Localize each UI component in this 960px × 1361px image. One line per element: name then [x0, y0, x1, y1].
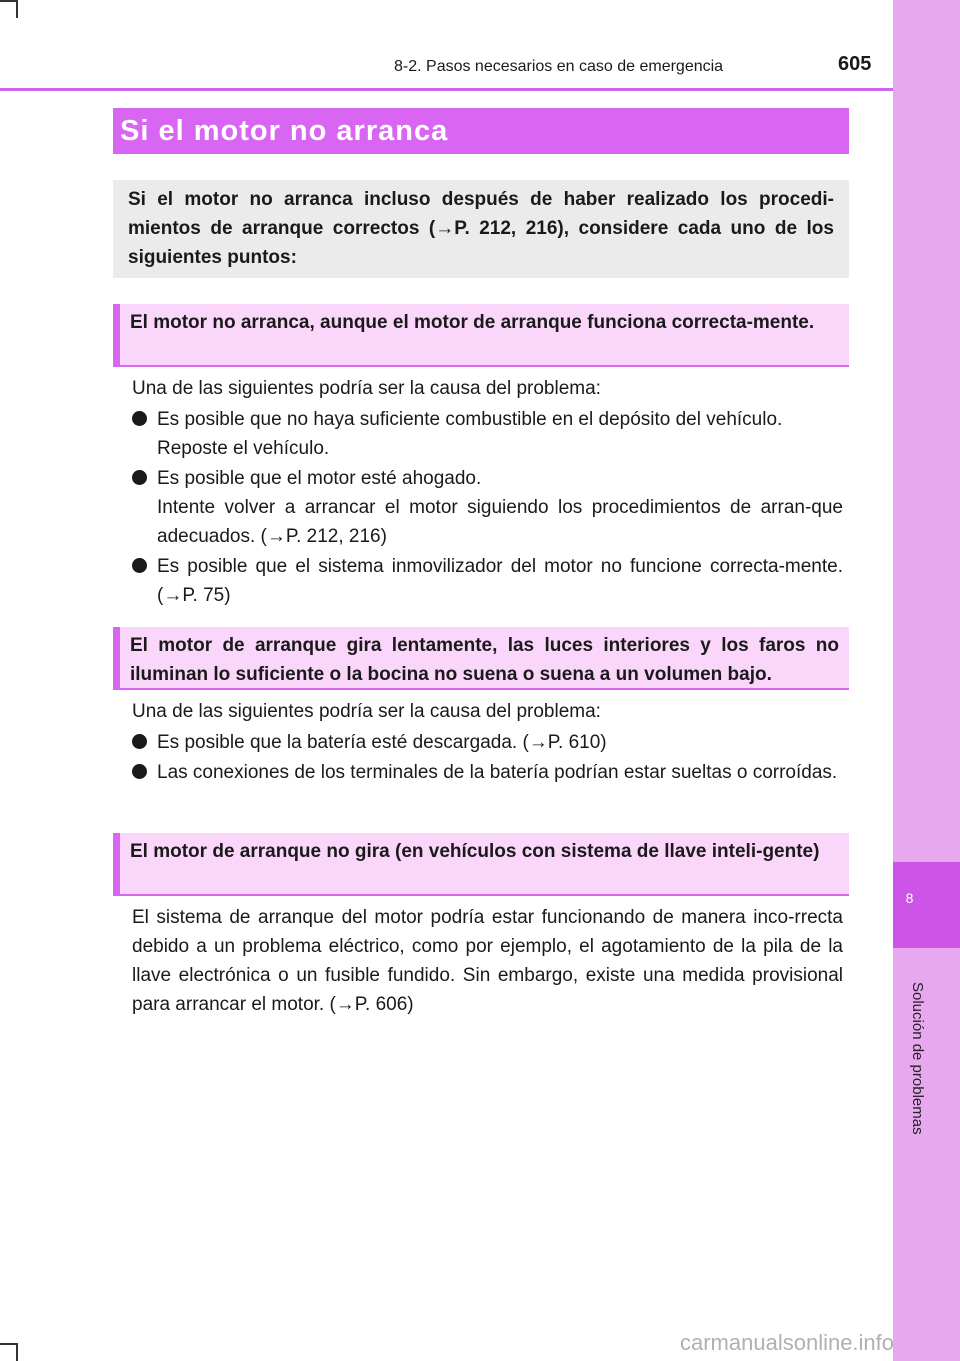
bullet-text-line2: Reposte el vehículo.: [157, 438, 330, 459]
section-3-body: El sistema de arranque del motor podría estar funcionando de manera inco-rrecta debido a un problema eléctrico, como por ejemplo, el agotamiento de la pila de la llave electrónica o un fusible fundido. Sin embargo, existe una medida provisional para arrancar el motor. (→P. 606): [132, 907, 843, 1015]
crop-mark: [16, 1343, 18, 1361]
section-1-lead: Una de las siguientes podría ser la causa del problema:: [132, 378, 601, 399]
bullet-icon: [132, 558, 147, 573]
section-heading-3: El motor de arranque no gira (en vehículos con sistema de llave inteli-gente): [113, 833, 849, 896]
bullet-icon: [132, 411, 147, 426]
watermark: carmanualsonline.info: [680, 1330, 895, 1355]
bullet-text: Las conexiones de los terminales de la batería podrían estar sueltas o corroídas.: [157, 762, 838, 783]
section-heading-2: El motor de arranque gira lentamente, las luces interiores y los faros no iluminan lo suficiente o la bocina no suena o suena a un volumen bajo.: [113, 627, 849, 690]
chapter-side-tab: [893, 0, 960, 1361]
bullet-icon: [132, 470, 147, 485]
running-head: 8-2. Pasos necesarios en caso de emergencia: [394, 58, 724, 75]
bullet-text-line2: Intente volver a arrancar el motor siguiendo los procedimientos de arran-que adecuados. (→P. 212, 216): [157, 497, 843, 547]
list-item: [132, 728, 843, 757]
page-number: 605: [838, 53, 872, 75]
list-item: [132, 552, 843, 610]
list-item: [132, 758, 843, 787]
page-title: Si el motor no arranca: [113, 108, 849, 154]
bullet-text: Es posible que no haya suficiente combustible en el depósito del vehículo.: [157, 409, 783, 430]
list-item: [132, 464, 843, 551]
bullet-icon: [132, 764, 147, 779]
section-heading-1: El motor no arranca, aunque el motor de arranque funciona correcta-mente.: [113, 304, 849, 367]
bullet-icon: [132, 734, 147, 749]
crop-mark: [16, 0, 18, 18]
section-2-lead: Una de las siguientes podría ser la causa del problema:: [132, 701, 601, 722]
bullet-text: Es posible que el sistema inmovilizador del motor no funcione correcta-mente. (→P. 75): [157, 556, 843, 606]
intro-box: Si el motor no arranca incluso después de haber realizado los procedi-mientos de arranque correctos (→P. 212, 216), considere cada uno de los siguientes puntos:: [113, 180, 849, 278]
chapter-number: 8: [905, 890, 914, 906]
chapter-title: Solución de problemas: [909, 981, 926, 1135]
bullet-text: Es posible que el motor esté ahogado.: [157, 468, 482, 489]
bullet-text: Es posible que la batería esté descargada. (→P. 610): [157, 732, 607, 753]
list-item: [132, 405, 843, 463]
header-rule: [0, 88, 893, 91]
